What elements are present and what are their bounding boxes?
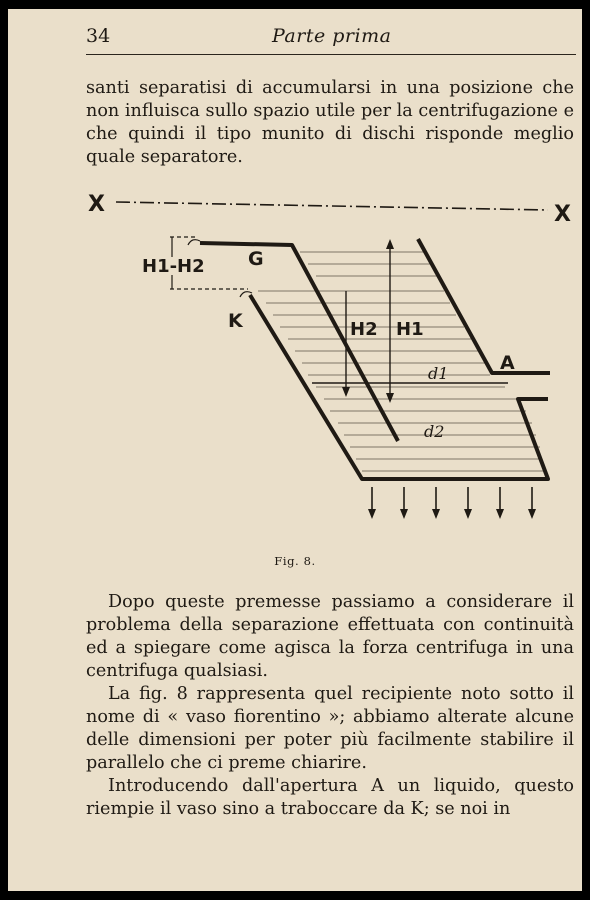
page-number: 34 xyxy=(86,25,111,47)
label-h1: H1 xyxy=(396,319,424,340)
paragraph-2: La fig. 8 rappresenta quel recipiente noto sotto il nome di « vaso fiorentino »; abbiamo alterate alcune delle dimensioni per poter più facilmente stabilire il parallelo che ci preme chiarire. xyxy=(86,684,574,773)
label-g: G xyxy=(248,248,264,270)
axis-line xyxy=(116,202,548,210)
paragraph-continued: santi separatisi di accumularsi in una posizione che non influisca sullo spazio utile per la centrifugazione e che quindi il tipo munito di dischi risponde meglio quale separatore. xyxy=(86,78,574,167)
running-title: Parte prima xyxy=(272,25,392,47)
continuation-paragraph-block xyxy=(86,77,574,169)
spout-g xyxy=(188,240,200,245)
label-d2: d2 xyxy=(424,422,445,441)
label-k: K xyxy=(228,310,243,332)
axis-label-left: X xyxy=(88,192,105,217)
paragraph-1: Dopo queste premesse passiamo a considerare il problema della separazione effettuata con continuità ed a spiegare come agisca la forza centrifuga in una centrifuga qualsiasi. xyxy=(86,592,574,681)
h2-arrow-head xyxy=(342,387,350,397)
vessel-inner-wall-a xyxy=(418,239,550,373)
h1-arrow-head-top xyxy=(386,239,394,249)
label-d1: d1 xyxy=(428,364,449,383)
axis-label-right: X xyxy=(554,202,571,227)
paragraph-3: Introducendo dall'apertura A un liquido, questo riempie il vaso sino a traboccare da K; se noi in xyxy=(86,776,574,819)
label-h2: H2 xyxy=(350,319,378,340)
label-h1-h2: H1-H2 xyxy=(142,256,205,277)
label-a: A xyxy=(500,352,515,374)
florentine-vessel-diagram xyxy=(80,179,578,529)
figure-8-diagram xyxy=(80,179,578,529)
main-text-block xyxy=(86,591,574,821)
header-rule xyxy=(86,54,576,55)
page-header xyxy=(86,25,576,55)
h1-arrow-head-bottom xyxy=(386,393,394,403)
figure-caption: Fig. 8. xyxy=(274,554,316,568)
force-arrows xyxy=(368,487,536,519)
book-page xyxy=(8,9,582,891)
